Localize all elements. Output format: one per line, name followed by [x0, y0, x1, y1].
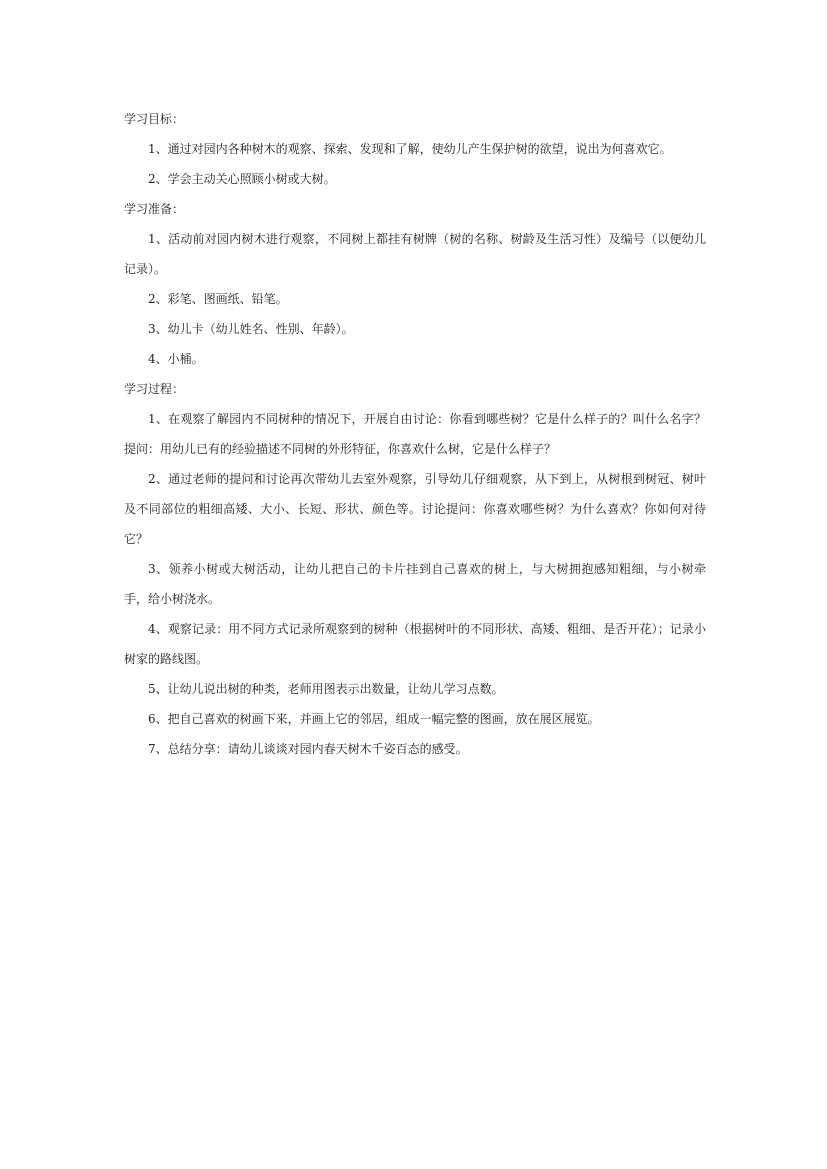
section-heading: 学习过程：	[124, 382, 185, 396]
document-page	[124, 104, 706, 764]
section-learning-goals	[124, 104, 706, 194]
list-item: 1、通过对园内各种树木的观察、探索、发现和了解，使幼儿产生保护树的欲望，说出为何喜欢它。	[148, 142, 672, 156]
list-item: 1、在观察了解园内不同树种的情况下，开展自由讨论：你看到哪些树？它是什么样子的？叫什么名字？提问：用幼儿已有的经验描述不同树的外形特征，你喜欢什么树，它是什么样子？	[124, 412, 706, 456]
section-learning-preparation	[124, 194, 706, 374]
list-item: 3、领养小树或大树活动，让幼儿把自己的卡片挂到自己喜欢的树上，与大树拥抱感知粗细，与小树牵手，给小树浇水。	[124, 562, 706, 606]
list-item: 5、让幼儿说出树的种类，老师用图表示出数量，让幼儿学习点数。	[148, 682, 504, 696]
list-item: 4、观察记录：用不同方式记录所观察到的树种（根据树叶的不同形状、高矮、粗细、是否开花）；记录小树家的路线图。	[124, 622, 706, 666]
list-item: 1、活动前对园内树木进行观察，不同树上都挂有树牌（树的名称、树龄及生活习性）及编号（以便幼儿记录）。	[124, 232, 706, 276]
list-item: 6、把自己喜欢的树画下来，并画上它的邻居，组成一幅完整的图画，放在展区展览。	[148, 712, 600, 726]
section-learning-process	[124, 374, 706, 764]
section-heading: 学习准备：	[124, 202, 185, 216]
list-item: 3、幼儿卡（幼儿姓名、性别、年龄）。	[148, 322, 354, 336]
section-heading: 学习目标：	[124, 112, 185, 126]
list-item: 7、总结分享：请幼儿谈谈对园内春天树木千姿百态的感受。	[148, 742, 468, 756]
list-item: 4、小桶。	[148, 352, 204, 366]
list-item: 2、彩笔、图画纸、铅笔。	[148, 292, 288, 306]
list-item: 2、通过老师的提问和讨论再次带幼儿去室外观察，引导幼儿仔细观察，从下到上，从树根到树冠、树叶及不同部位的粗细高矮、大小、长短、形状、颜色等。讨论提问：你喜欢哪些树？为什么喜欢？你如何对待它？	[124, 472, 706, 546]
list-item: 2、学会主动关心照顾小树或大树。	[148, 172, 336, 186]
